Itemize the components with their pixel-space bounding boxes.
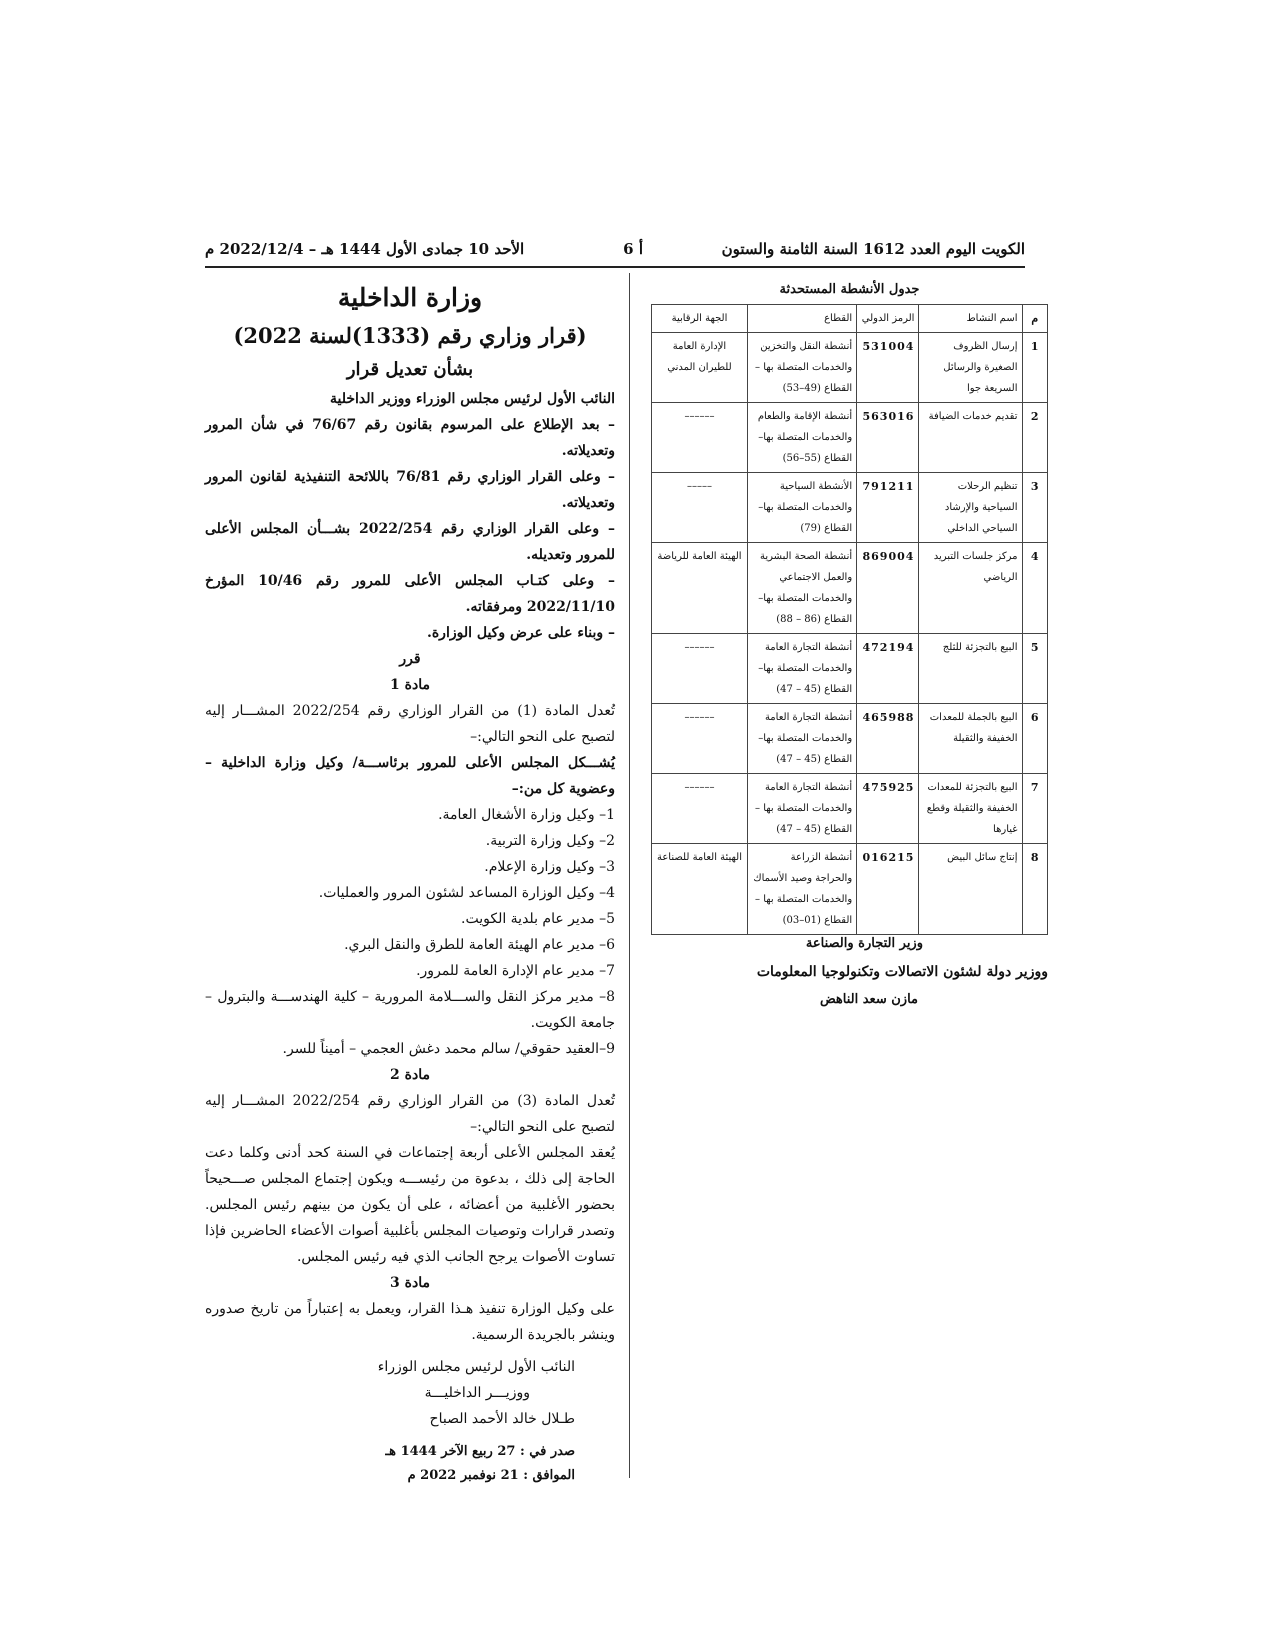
signature-role: ووزيـــر الداخليـــة	[424, 1385, 530, 1401]
activity-name: تنظيم الرحلات السياحية والإرشاد السياحي الداخلي	[919, 473, 1022, 543]
member-item: 5– مدير عام بلدية الكويت.	[461, 911, 615, 927]
decided-heading: قرر	[399, 651, 421, 667]
member-item: 7– مدير عام الإدارة العامة للمرور.	[416, 963, 615, 979]
column-header: الجهة الرقابية	[652, 305, 748, 333]
signature-name: طـلال خالد الأحمد الصباح	[429, 1411, 575, 1427]
article-2-body: يُعقد المجلس الأعلى أربعة إجتماعات في السنة كحد أدنى وكلما دعت الحاجة إلى ذلك ، بدعوة من رئيســـه ويكون إجتماع المجلس صـــحيحاً بحضور الأغلبية من أعضائه ، على أن يكون من بينهم رئيس المجلس. وتصدر قرارات وتوصيات المجلس بأغلبية أصوات الأعضاء الحاضرين فإذا تساوت الأصوات يرجح الجانب الذي فيه رئيس المجلس.	[205, 1145, 615, 1265]
member-item: 3– وكيل وزارة الإعلام.	[484, 859, 615, 875]
minister-title: وزير التجارة والصناعة	[805, 936, 923, 951]
table-row	[652, 844, 1048, 935]
article-2-title: مادة 2	[390, 1067, 430, 1083]
decision-subject: بشأن تعديل قرار	[346, 359, 474, 380]
decision-column	[205, 278, 615, 1488]
activity-code: 465988	[857, 704, 919, 774]
minister-name: مازن سعد الناهض	[819, 992, 918, 1007]
page-header	[205, 238, 1025, 264]
table-row	[652, 774, 1048, 844]
header-issue: الكويت اليوم العدد 1612 السنة الثامنة والستون	[721, 240, 1025, 258]
activity-name: إرسال الظروف الصغيرة والرسائل السريعة جوا	[919, 333, 1022, 403]
decision-title: (قرار وزاري رقم (1333)لسنة 2022)	[233, 323, 587, 348]
minister-title-2: ووزير دولة لشئون الاتصالات وتكنولوجيا المعلومات	[756, 964, 1048, 980]
column-header: م	[1022, 305, 1048, 333]
row-number: 1	[1022, 333, 1048, 403]
article-1-title: مادة 1	[390, 677, 430, 693]
member-item: 6– مدير عام الهيئة العامة للطرق والنقل البري.	[344, 937, 615, 953]
activity-code: 472194	[857, 634, 919, 704]
regulatory-authority: الإدارة العامة للطيران المدني	[652, 333, 748, 403]
preamble-item: – وعلى القرار الوزاري رقم 2022/254 بشـــأن المجلس الأعلى للمرور وتعديله.	[205, 521, 615, 563]
activity-name: البيع بالجملة للمعدات الخفيفة والثقيلة	[919, 704, 1022, 774]
activity-name: البيع بالتجزئة للمعدات الخفيفة والثقيلة وقطع غيارها	[919, 774, 1022, 844]
table-row	[652, 333, 1048, 403]
activity-sector: أنشطة الإقامة والطعام والخدمات المتصلة بها– القطاع (55–56)	[747, 403, 856, 473]
row-number: 4	[1022, 543, 1048, 634]
issuer-line: النائب الأول لرئيس مجلس الوزراء ووزير الداخلية	[329, 391, 615, 407]
activity-code: 531004	[857, 333, 919, 403]
table-signature	[651, 930, 1048, 1014]
row-number: 3	[1022, 473, 1048, 543]
activity-code: 475925	[857, 774, 919, 844]
activity-sector: أنشطة التجارة العامة والخدمات المتصلة بها – القطاع (45 – 47)	[747, 774, 856, 844]
member-item: 4– وكيل الوزارة المساعد لشئون المرور والعمليات.	[318, 885, 615, 901]
preamble-item: – بعد الإطلاع على المرسوم بقانون رقم 76/67 في شأن المرور وتعديلاته.	[205, 417, 615, 459]
article-3-title: مادة 3	[390, 1275, 430, 1291]
preamble-item: – وبناء على عرض وكيل الوزارة.	[426, 625, 615, 641]
activity-sector: أنشطة الصحة البشرية والعمل الاجتماعي والخدمات المتصلة بها– القطاع (86 – 88)	[747, 543, 856, 634]
table-row	[652, 543, 1048, 634]
activity-code: 563016	[857, 403, 919, 473]
activity-sector: أنشطة النقل والتخزين والخدمات المتصلة بها – القطاع (49–53)	[747, 333, 856, 403]
activity-name: إنتاج سائل البيض	[919, 844, 1022, 935]
article-2-intro: تُعدل المادة (3) من القرار الوزاري رقم 2022/254 المشـــار إليه لتصبح على النحو التالي:–	[205, 1093, 616, 1135]
column-header: الرمز الدولي	[857, 305, 919, 333]
activity-code: 869004	[857, 543, 919, 634]
member-item: 2– وكيل وزارة التربية.	[485, 833, 615, 849]
issued-hijri-date: صدر في : 27 ربيع الآخر 1444 هـ	[385, 1444, 575, 1459]
signature-title: النائب الأول لرئيس مجلس الوزراء	[377, 1359, 575, 1375]
regulatory-authority: ––––––	[652, 774, 748, 844]
member-item: 9–العقيد حقوقي/ سالم محمد دغش العجمي – أميناً للسر.	[282, 1041, 615, 1057]
article-1-intro: تُعدل المادة (1) من القرار الوزاري رقم 2022/254 المشـــار إليه لتصبح على النحو التالي:–	[205, 703, 616, 745]
preamble-item: – وعلى كتـاب المجلس الأعلى للمرور رقم 10/46 المؤرخ 2022/11/10 ومرفقاته.	[205, 573, 615, 615]
table-row	[652, 473, 1048, 543]
regulatory-authority: ––––––	[652, 704, 748, 774]
activity-sector: أنشطة التجارة العامة والخدمات المتصلة بها– القطاع (45 – 47)	[747, 704, 856, 774]
row-number: 8	[1022, 844, 1048, 935]
row-number: 6	[1022, 704, 1048, 774]
regulatory-authority: –––––	[652, 473, 748, 543]
activity-sector: أنشطة الزراعة والحراجة وصيد الأسماك والخدمات المتصلة بها – القطاع (01–03)	[747, 844, 856, 935]
member-item: 1– وكيل وزارة الأشغال العامة.	[438, 807, 615, 823]
activity-code: 791211	[857, 473, 919, 543]
row-number: 7	[1022, 774, 1048, 844]
header-rule	[205, 266, 1025, 268]
issued-gregorian-date: الموافق : 21 نوفمبر 2022 م	[407, 1468, 575, 1483]
ministry-title: وزارة الداخلية	[337, 283, 483, 312]
table-row	[652, 634, 1048, 704]
activity-name: مركز جلسات التبريد الرياضي	[919, 543, 1022, 634]
activities-column	[651, 278, 1048, 935]
activities-table	[651, 304, 1048, 935]
column-divider	[629, 273, 630, 1478]
regulatory-authority: ––––––	[652, 634, 748, 704]
preamble-item: – وعلى القرار الوزاري رقم 76/81 باللائحة التنفيذية لقانون المرور وتعديلاته.	[205, 469, 615, 511]
regulatory-authority: ––––––	[652, 403, 748, 473]
header-page-number: أ 6	[623, 240, 643, 258]
row-number: 2	[1022, 403, 1048, 473]
activity-name: تقديم خدمات الضيافة	[919, 403, 1022, 473]
activity-sector: الأنشطة السياحية والخدمات المتصلة بها– القطاع (79)	[747, 473, 856, 543]
activity-name: البيع بالتجزئة للثلج	[919, 634, 1022, 704]
column-header: اسم النشاط	[919, 305, 1022, 333]
table-row	[652, 704, 1048, 774]
activity-sector: أنشطة التجارة العامة والخدمات المتصلة بها– القطاع (45 – 47)	[747, 634, 856, 704]
activity-code: 016215	[857, 844, 919, 935]
table-row	[652, 403, 1048, 473]
member-item: 8– مدير مركز النقل والســـلامة المرورية – كلية الهندســـة والبترول – جامعة الكويت.	[205, 989, 615, 1031]
table-header-row	[652, 305, 1048, 333]
regulatory-authority: الهيئة العامة للرياضة	[652, 543, 748, 634]
article-3-body: على وكيل الوزارة تنفيذ هـذا القرار، ويعمل به إعتباراً من تاريخ صدوره وينشر بالجريدة الرسمية.	[205, 1301, 615, 1343]
column-header: القطاع	[747, 305, 856, 333]
regulatory-authority: الهيئة العامة للصناعة	[652, 844, 748, 935]
header-date: الأحد 10 جمادى الأول 1444 هـ – 2022/12/4 م	[205, 240, 525, 258]
row-number: 5	[1022, 634, 1048, 704]
table-title: جدول الأنشطة المستحدثة	[779, 282, 920, 297]
article-1-body: يُشـــكل المجلس الأعلى للمرور برئاســـة/ وكيل وزارة الداخلية – وعضوية كل من:–	[205, 755, 615, 797]
